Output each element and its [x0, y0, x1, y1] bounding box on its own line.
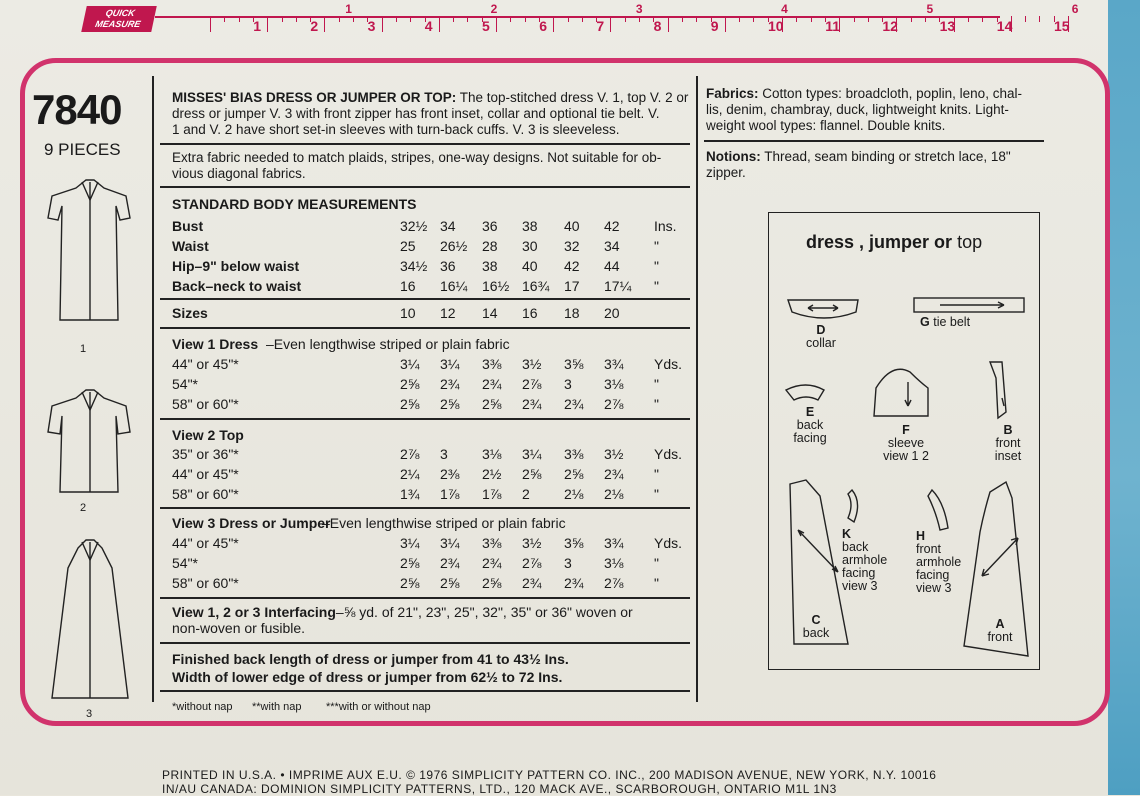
- piece-d: [806, 324, 836, 350]
- printed-line-1: PRINTED IN U.S.A. • IMPRIME AUX E.U. © 1976 SIMPLICITY PATTERN CO. INC., 200 MADISON AVENUE, NEW YORK, N.Y. 10016: [162, 768, 937, 782]
- description-line-2: dress or jumper V. 3 with front zipper has front inset, collar and optional tie belt. V.: [172, 106, 660, 121]
- notions-line-1: Thread, seam binding or stretch lace, 18": [764, 149, 1011, 164]
- notions: [706, 149, 1046, 181]
- view1-subtitle: –Even lengthwise striped or plain fabric: [266, 336, 510, 352]
- badge-line-2: MEASURE: [94, 19, 142, 29]
- view1-label: 54"*: [172, 376, 198, 392]
- view1-value: 2⅞: [604, 396, 624, 412]
- view3-label: 54"*: [172, 555, 198, 571]
- extra-note-line-2: vious diagonal fabrics.: [172, 166, 306, 181]
- view2-value: 3½: [604, 446, 624, 462]
- piece-k-name: back armhole facing: [842, 540, 888, 580]
- view1-value: 3½: [522, 356, 542, 372]
- measurements-value: 42: [604, 218, 620, 234]
- divider: [160, 186, 690, 188]
- view2-unit: Yds.: [654, 446, 683, 462]
- view2-value: 2: [522, 486, 530, 502]
- size-value: 18: [564, 305, 580, 321]
- divider: [160, 507, 690, 509]
- ruler-inch-label: 4: [781, 2, 788, 16]
- view2-label: 44" or 45"*: [172, 466, 239, 482]
- divider: [160, 418, 690, 420]
- ruler-tick: [739, 16, 740, 22]
- piece-a: [978, 618, 1022, 644]
- ruler-tick: [296, 16, 297, 22]
- ruler-tick: [439, 16, 440, 32]
- ruler-cm-label: 6: [539, 18, 547, 34]
- divider: [160, 298, 690, 300]
- view3-unit: Yds.: [654, 535, 683, 551]
- view1-value: 3¼: [400, 356, 420, 372]
- measurements-value: 30: [522, 238, 538, 254]
- ruler-cm-label: 9: [710, 18, 719, 34]
- size-value: 10: [400, 305, 416, 321]
- piece-h-letter: H: [916, 529, 926, 543]
- view1-value: 3⅛: [604, 376, 624, 392]
- measurements-value: 34½: [400, 258, 428, 274]
- measurements-unit: ": [654, 238, 659, 254]
- footnote-with-nap: **with nap: [252, 701, 302, 713]
- view2-value: 2¾: [604, 466, 624, 482]
- pieces-title-top: top: [957, 232, 983, 252]
- view2-value: 3⅛: [482, 446, 502, 462]
- measurements-value: 32: [564, 238, 580, 254]
- view3-value: 2⅞: [604, 575, 624, 591]
- piece-h-name: front armhole facing: [916, 542, 962, 582]
- ruler-tick: [696, 16, 697, 22]
- ruler-tick: [1039, 16, 1040, 22]
- measurements-value: 36: [440, 258, 456, 274]
- view3-label: 44" or 45"*: [172, 535, 239, 551]
- view3-value: 3⅝: [564, 535, 584, 551]
- ruler-tick: [868, 16, 869, 22]
- piece-b: [986, 424, 1030, 463]
- measurements-label: Back–neck to waist: [172, 278, 302, 294]
- view3-value: 3: [564, 555, 572, 571]
- measurements-unit: Ins.: [654, 218, 677, 234]
- view1-value: 2⅝: [400, 376, 420, 392]
- ruler-tick: [968, 16, 969, 22]
- view3-value: 3¼: [440, 535, 460, 551]
- view3-value: 2⅝: [400, 575, 420, 591]
- ruler-tick: [982, 16, 983, 22]
- piece-f-letter: F: [902, 423, 910, 437]
- piece-f-name: sleeve: [887, 436, 925, 450]
- description: [172, 90, 692, 138]
- piece-b-letter: B: [1003, 423, 1013, 437]
- size-value: 16: [522, 305, 538, 321]
- divider: [160, 597, 690, 599]
- measurements-value: 32½: [400, 218, 428, 234]
- measurements-unit: ": [654, 258, 659, 274]
- measurements-value: 17: [564, 278, 580, 294]
- ruler-tick: [925, 16, 926, 22]
- piece-g-letter: G: [920, 315, 930, 329]
- measurements-value: 34: [604, 238, 620, 254]
- view1-label: 58" or 60"*: [172, 396, 239, 412]
- view2-label: 58" or 60"*: [172, 486, 239, 502]
- finished-line-2: Width of lower edge of dress or jumper from 62½ to 72 Ins.: [172, 669, 563, 685]
- view3-value: 2⅝: [482, 575, 502, 591]
- ruler-cm-label: 5: [482, 18, 490, 34]
- footnote-with-or-without-nap: ***with or without nap: [326, 701, 431, 713]
- ruler-tick: [1025, 16, 1026, 22]
- description-line-3: 1 and V. 2 have short set-in sleeves with turn-back cuffs. V. 3 is sleeveless.: [172, 122, 620, 137]
- measurements-value: 16¾: [522, 278, 550, 294]
- notions-line-2: zipper.: [706, 165, 746, 180]
- quick-measure-ruler: [80, 2, 1079, 36]
- piece-a-name: front: [987, 630, 1013, 644]
- ruler-tick: [282, 16, 283, 22]
- view1-value: 3¾: [604, 356, 624, 372]
- finished-measurements: [172, 650, 569, 686]
- view1-label: 44" or 45"*: [172, 356, 239, 372]
- ruler-tick: [811, 16, 812, 22]
- ruler-cm-label: 15: [1054, 18, 1070, 34]
- view3-value: 2¾: [482, 555, 502, 571]
- view3-heading: View 3 Dress or Jumper: [172, 515, 331, 531]
- view-sketches: [30, 170, 140, 720]
- interfacing: [172, 604, 692, 636]
- measurements-value: 16¼: [440, 278, 468, 294]
- view2-value: 2⅛: [604, 486, 624, 502]
- measurements-label: Hip–9" below waist: [172, 258, 300, 274]
- interfacing-line-2: non-woven or fusible.: [172, 620, 306, 636]
- piece-k-letter: K: [842, 527, 852, 541]
- piece-d-name: collar: [806, 336, 836, 350]
- view2-label: 35" or 36"*: [172, 446, 239, 462]
- view3-value: 3⅜: [482, 535, 502, 551]
- ruler-tick: [668, 16, 669, 32]
- ruler-tick: [796, 16, 797, 22]
- ruler-inch-label: 6: [1071, 2, 1079, 16]
- ruler-tick: [610, 16, 611, 32]
- view2-value: 2¼: [400, 466, 420, 482]
- description-heading: MISSES' BIAS DRESS OR JUMPER OR TOP:: [172, 90, 457, 105]
- ruler-tick: [210, 16, 211, 32]
- view2-value: 2⅜: [440, 466, 460, 482]
- piece-count: 9 PIECES: [44, 140, 121, 159]
- ruler-tick: [568, 16, 569, 22]
- piece-e: [786, 406, 834, 445]
- view-label-3: 3: [86, 708, 93, 720]
- ruler-tick: [239, 16, 240, 22]
- piece-g: [920, 316, 970, 329]
- extra-note-line-1: Extra fabric needed to match plaids, stripes, one-way designs. Not suitable for ob-: [172, 150, 662, 165]
- piece-c-letter: C: [811, 613, 821, 627]
- ruler-cm-label: 4: [424, 18, 433, 34]
- view-label-2: 2: [80, 502, 87, 514]
- ruler-tick: [224, 16, 225, 22]
- ruler-cm-label: 11: [825, 18, 840, 34]
- view1-value: 2¾: [440, 376, 460, 392]
- ruler-tick: [353, 16, 354, 22]
- piece-g-name: tie belt: [933, 315, 971, 329]
- extra-fabric-note: [172, 150, 692, 182]
- measurements-value: 40: [564, 218, 580, 234]
- fabrics-line-1: Cotton types: broadcloth, poplin, leno, chal-: [762, 86, 1022, 101]
- ruler-inch-label: 1: [345, 2, 352, 16]
- view2-value: 3: [440, 446, 448, 462]
- ruler-tick: [854, 16, 855, 22]
- fabrics-line-3: weight wool types: flannel. Double knits.: [706, 118, 946, 133]
- view3-label: 58" or 60"*: [172, 575, 239, 591]
- divider: [160, 690, 690, 692]
- ruler-cm-label: 1: [253, 18, 261, 34]
- divider: [160, 327, 690, 329]
- size-value: 20: [604, 305, 620, 321]
- piece-k: [842, 528, 902, 593]
- piece-d-letter: D: [816, 323, 826, 337]
- interfacing-heading: View 1, 2 or 3 Interfacing: [172, 604, 336, 620]
- view2-value: 1⅞: [482, 486, 502, 502]
- view2-value: 3⅜: [564, 446, 584, 462]
- ruler-cm-label: 8: [653, 18, 662, 34]
- piece-e-letter: E: [805, 405, 815, 419]
- view2-value: 3¼: [522, 446, 542, 462]
- ruler-tick: [639, 16, 640, 22]
- measurements-value: 28: [482, 238, 498, 254]
- view3-value: 2⅝: [440, 575, 460, 591]
- badge-line-1: QUICK: [104, 8, 136, 18]
- notions-label: Notions:: [706, 149, 761, 164]
- fabrics-line-2: lis, denim, chambray, duck, lightweight knits. Light-: [706, 102, 1009, 117]
- divider: [160, 143, 690, 145]
- piece-f: [876, 424, 936, 463]
- view3-value: 2¾: [564, 575, 584, 591]
- measurements-value: 17¼: [604, 278, 632, 294]
- measurements-value: 36: [482, 218, 498, 234]
- ruler-cm-label: 7: [596, 18, 605, 34]
- ruler-tick: [625, 16, 626, 22]
- ruler-tick: [525, 16, 526, 22]
- piece-h: [916, 530, 976, 595]
- left-divider: [152, 76, 154, 702]
- finished-line-1: Finished back length of dress or jumper from 41 to 43½ Ins.: [172, 651, 569, 667]
- view1-value: 2⅝: [440, 396, 460, 412]
- view3-value: 3½: [522, 535, 542, 551]
- ruler-cm-label: 14: [996, 18, 1013, 34]
- ruler-tick: [753, 16, 754, 22]
- view3-value: 3¾: [604, 535, 624, 551]
- measurements-value: 26½: [440, 238, 468, 254]
- view1-heading: View 1 Dress: [172, 336, 259, 352]
- measurements-value: 34: [440, 218, 456, 234]
- view1-unit: ": [654, 396, 659, 412]
- measurements-value: 42: [564, 258, 580, 274]
- size-value: 12: [440, 305, 456, 321]
- view2-heading: View 2 Top: [172, 427, 244, 443]
- view3-unit: ": [654, 555, 659, 571]
- pieces-title-bold: dress , jumper or: [806, 232, 953, 252]
- view3-value: 2⅞: [522, 555, 542, 571]
- view3-subtitle: –Even lengthwise striped or plain fabric: [322, 515, 566, 531]
- piece-e-name: back facing: [793, 418, 827, 445]
- divider: [704, 140, 1044, 142]
- piece-k-views: view 3: [842, 579, 878, 593]
- ruler-tick: [582, 16, 583, 22]
- view2-value: 2⅞: [400, 446, 420, 462]
- measurements-value: 25: [400, 238, 416, 254]
- view2-value: 2½: [482, 466, 502, 482]
- piece-h-views: view 3: [916, 581, 952, 595]
- ruler-tick: [467, 16, 468, 22]
- ruler-tick: [725, 16, 726, 32]
- fabrics: [706, 86, 1046, 134]
- view2-value: 1¾: [400, 486, 420, 502]
- view2-value: 2⅝: [564, 466, 584, 482]
- ruler-cm-label: 3: [367, 18, 376, 34]
- view3-value: 2⅝: [400, 555, 420, 571]
- view1-value: 2⅞: [522, 376, 542, 392]
- piece-c-name: back: [802, 626, 830, 640]
- ruler-tick: [396, 16, 397, 22]
- measurements-value: 16: [400, 278, 416, 294]
- view3-unit: ": [654, 575, 659, 591]
- ruler-cm-label: 12: [882, 18, 898, 34]
- measurements-value: 16½: [482, 278, 510, 294]
- measurements-heading: STANDARD BODY MEASUREMENTS: [172, 196, 417, 212]
- view2-unit: ": [654, 466, 659, 482]
- ruler-tick: [453, 16, 454, 22]
- printed-line-2: IN/AU CANADA: DOMINION SIMPLICITY PATTERNS, LTD., 120 MACK AVE., SCARBOROUGH, ONTARIO M1L 1N3: [162, 782, 837, 796]
- ruler-inch-label: 2: [490, 2, 498, 16]
- view1-value: 2⅝: [400, 396, 420, 412]
- sizes-label: Sizes: [172, 305, 208, 321]
- ruler-inch-label: 5: [926, 2, 934, 16]
- piece-a-letter: A: [995, 617, 1005, 631]
- ruler-tick: [324, 16, 325, 32]
- size-value: 14: [482, 305, 498, 321]
- piece-b-name: front inset: [994, 436, 1022, 463]
- piece-c: [796, 614, 836, 640]
- ruler-tick: [496, 16, 497, 32]
- ruler-cm-label: 10: [768, 18, 784, 34]
- ruler-cm-label: 13: [939, 18, 956, 34]
- printed-credit: [162, 768, 936, 796]
- measurements-label: Waist: [172, 238, 209, 254]
- measurements-value: 44: [604, 258, 620, 274]
- description-line-1: The top-stitched dress V. 1, top V. 2 or: [459, 90, 689, 105]
- view1-unit: Yds.: [654, 356, 683, 372]
- view2-value: 2⅝: [522, 466, 542, 482]
- view1-unit: ": [654, 376, 659, 392]
- ruler-tick: [682, 16, 683, 22]
- ruler-tick: [267, 16, 268, 32]
- measurements-value: 40: [522, 258, 538, 274]
- view3-value: 3⅛: [604, 555, 624, 571]
- pattern-number: 7840: [32, 86, 122, 133]
- view1-value: 2⅝: [482, 396, 502, 412]
- fabrics-label: Fabrics:: [706, 86, 759, 101]
- piece-f-views: view 1 2: [883, 449, 929, 463]
- view1-value: 2¾: [482, 376, 502, 392]
- ruler-tick: [911, 16, 912, 22]
- ruler-tick: [410, 16, 411, 22]
- measurements-label: Bust: [172, 218, 204, 234]
- view2-value: 1⅞: [440, 486, 460, 502]
- view1-value: 2¾: [564, 396, 584, 412]
- footnote-without-nap: *without nap: [172, 701, 233, 713]
- view1-value: 3⅜: [482, 356, 502, 372]
- view-label-1: 1: [80, 343, 87, 355]
- ruler-inch-label: 3: [635, 2, 643, 16]
- divider: [160, 642, 690, 644]
- view3-value: 2¾: [440, 555, 460, 571]
- ruler-tick: [339, 16, 340, 22]
- view1-value: 2¾: [522, 396, 542, 412]
- view3-value: 2¾: [522, 575, 542, 591]
- ruler-tick: [510, 16, 511, 22]
- view2-value: 2⅛: [564, 486, 584, 502]
- view3-value: 3¼: [400, 535, 420, 551]
- interfacing-line-1: –⅝ yd. of 21", 23", 25", 32", 35" or 36" woven or: [335, 604, 633, 620]
- measurements-value: 38: [522, 218, 538, 234]
- ruler-tick: [553, 16, 554, 32]
- view1-value: 3¼: [440, 356, 460, 372]
- measurements-value: 38: [482, 258, 498, 274]
- view2-unit: ": [654, 486, 659, 502]
- view1-value: 3: [564, 376, 572, 392]
- ruler-tick: [382, 16, 383, 32]
- measurements-unit: ": [654, 278, 659, 294]
- view1-value: 3⅝: [564, 356, 584, 372]
- ruler-cm-label: 2: [310, 18, 319, 34]
- center-divider: [696, 76, 698, 702]
